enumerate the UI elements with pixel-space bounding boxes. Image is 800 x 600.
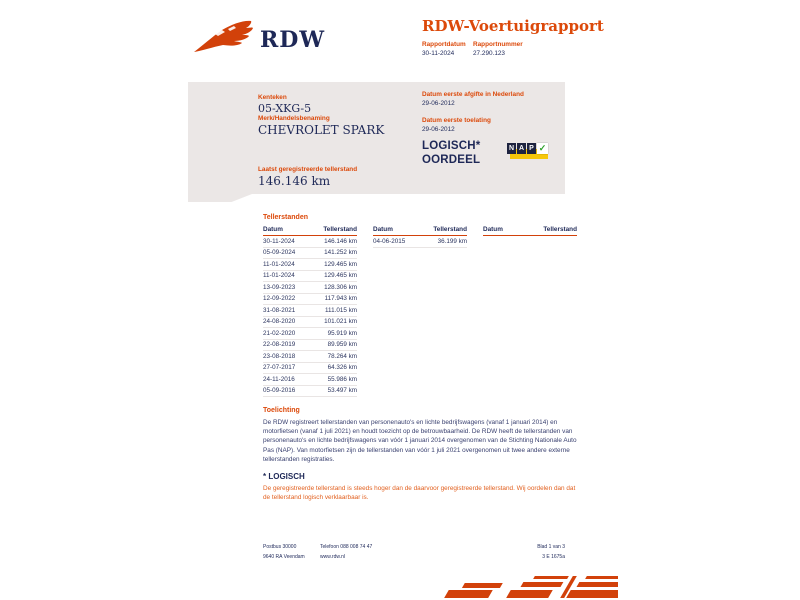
table-row [263,374,357,386]
logisch-body: De geregistreerde tellerstand is steeds hoger dan de daarvoor geregistreerde tellerstand. Wij oordelen dan dat de tellerstand logisch verklaarbaar is. [263,485,576,502]
vehicle-info-box [188,82,565,194]
datum-header: Datum [373,226,393,233]
table-row [263,294,357,306]
eerste-toelating-label: Datum eerste toelating [422,117,491,124]
row-datum: 05-09-2024 [263,249,296,257]
oordeel-line1: LOGISCH* [422,140,481,152]
table-row [263,282,357,294]
row-datum: 31-08-2021 [263,306,296,314]
row-tellerstand: 64.326 km [327,364,357,372]
row-datum: 04-06-2015 [373,237,406,245]
table-row [263,340,357,352]
row-tellerstand: 141.252 km [324,249,357,257]
tellerstanden-table [263,226,577,397]
nap-letter-p: P [527,143,536,154]
row-datum: 27-07-2017 [263,364,296,372]
tellerstand-header: Tellerstand [433,226,467,233]
row-datum: 12-09-2022 [263,295,296,303]
table-row [263,259,357,271]
row-tellerstand: 117.943 km [324,295,357,303]
row-tellerstand: 95.919 km [327,329,357,337]
row-tellerstand: 55.986 km [327,375,357,383]
table-column-1 [263,226,357,397]
footer-blad: Blad 1 van 3 [537,544,565,550]
footer-website-link[interactable]: www.rdw.nl [320,554,346,560]
table-row [263,305,357,317]
rdw-logo [192,18,325,61]
row-datum: 11-01-2024 [263,260,295,268]
table-row [373,236,467,248]
rdw-wing-icon [192,18,254,61]
vehicle-box-corner-tab [188,194,252,202]
row-tellerstand: 128.306 km [324,283,357,291]
merk-label: Merk/Handelsbenaming [258,115,330,122]
row-datum: 23-08-2018 [263,352,296,360]
table-column-3 [483,226,577,397]
row-tellerstand: 129.465 km [324,272,357,280]
logisch-heading: * LOGISCH [263,472,305,481]
rdw-logo-text: RDW [260,26,326,53]
tellerstand-header: Tellerstand [543,226,577,233]
nap-letter-n: N [508,145,515,152]
laatste-tellerstand-value: 146.146 km [258,174,331,188]
laatste-tellerstand-label: Laatst geregistreerde tellerstand [258,166,358,173]
kenteken-label: Kenteken [258,94,287,101]
row-datum: 30-11-2024 [263,237,295,245]
rapportnummer-label: Rapportnummer [473,41,523,48]
row-datum: 05-09-2016 [263,387,296,395]
footer-address [263,542,305,562]
nap-letter-a: A [518,145,525,152]
row-tellerstand: 53.497 km [327,387,357,395]
row-tellerstand: 89.959 km [327,341,357,349]
eerste-afgifte-label: Datum eerste afgifte in Nederland [422,91,524,98]
tellerstand-header: Tellerstand [323,226,357,233]
oordeel-text [422,139,480,167]
table-row [263,236,357,248]
rapportdatum-value: 30-11-2024 [422,50,455,57]
table-row [263,317,357,329]
row-tellerstand: 36.199 km [437,237,467,245]
report-title: RDW-Voertuigrapport [422,17,604,35]
report-meta [422,41,523,58]
kenteken-value: 05-XKG-5 [258,102,312,115]
table-column-2 [373,226,467,397]
row-datum: 24-08-2020 [263,318,296,326]
table-row [263,351,357,363]
footer-form-code: 3 E 1675a [542,554,565,560]
row-datum: 21-02-2020 [263,329,296,337]
table-header [483,226,577,236]
footer-contact [320,542,372,562]
speed-stripes-graphic [428,574,618,600]
row-tellerstand: 146.146 km [324,237,357,245]
table-header [263,226,357,236]
toelichting-body: De RDW registreert tellerstanden van personenauto's en lichte bedrijfswagens (vanaf 1 januari 2014) en motorfietsen (vanaf 1 juli 2021) en houdt toezicht op de betrouwbaarheid. De RDW heeft de tellerstanden van personenauto's en lichte bedrijfswagens van vóór 1 januari 2014 overgenomen van de Stichting Nationale Auto Pas (NAP). Van motorfietsen zijn de tellerstanden van vóór 1 juli 2021 overgenomen uit twee andere externe tellerstanden registraties. [263,419,577,463]
eerste-afgifte-value: 29-06-2012 [422,100,455,107]
table-row [263,328,357,340]
rapportnummer-value: 27.290.123 [473,50,505,57]
footer-postbus: Postbus 30000 [263,544,297,550]
oordeel-line2: OORDEEL [422,154,481,166]
table-row [263,363,357,375]
row-tellerstand: 111.015 km [325,306,357,314]
nap-check-icon: ✓ [538,143,547,153]
table-header [373,226,467,236]
footer-telefoon: Telefoon 088 008 74 47 [320,544,373,550]
table-row [263,386,357,398]
row-datum: 11-01-2024 [263,272,295,280]
datum-header: Datum [483,226,503,233]
row-tellerstand: 129.465 km [324,260,357,268]
row-tellerstand: 78.264 km [327,352,357,360]
table-row [263,271,357,283]
nap-logo [507,143,553,160]
rapportdatum-label: Rapportdatum [422,41,466,48]
row-datum: 22-08-2019 [263,341,296,349]
eerste-toelating-value: 29-06-2012 [422,126,455,133]
merk-value: CHEVROLET SPARK [258,123,385,137]
tellerstanden-heading: Tellerstanden [263,214,308,221]
row-tellerstand: 101.021 km [324,318,357,326]
footer-plaats: 9640 RA Veendam [263,554,305,560]
row-datum: 24-11-2016 [263,375,295,383]
table-row [263,248,357,260]
row-datum: 13-09-2023 [263,283,296,291]
toelichting-heading: Toelichting [263,407,300,414]
datum-header: Datum [263,226,283,233]
footer-page-info [465,542,565,562]
